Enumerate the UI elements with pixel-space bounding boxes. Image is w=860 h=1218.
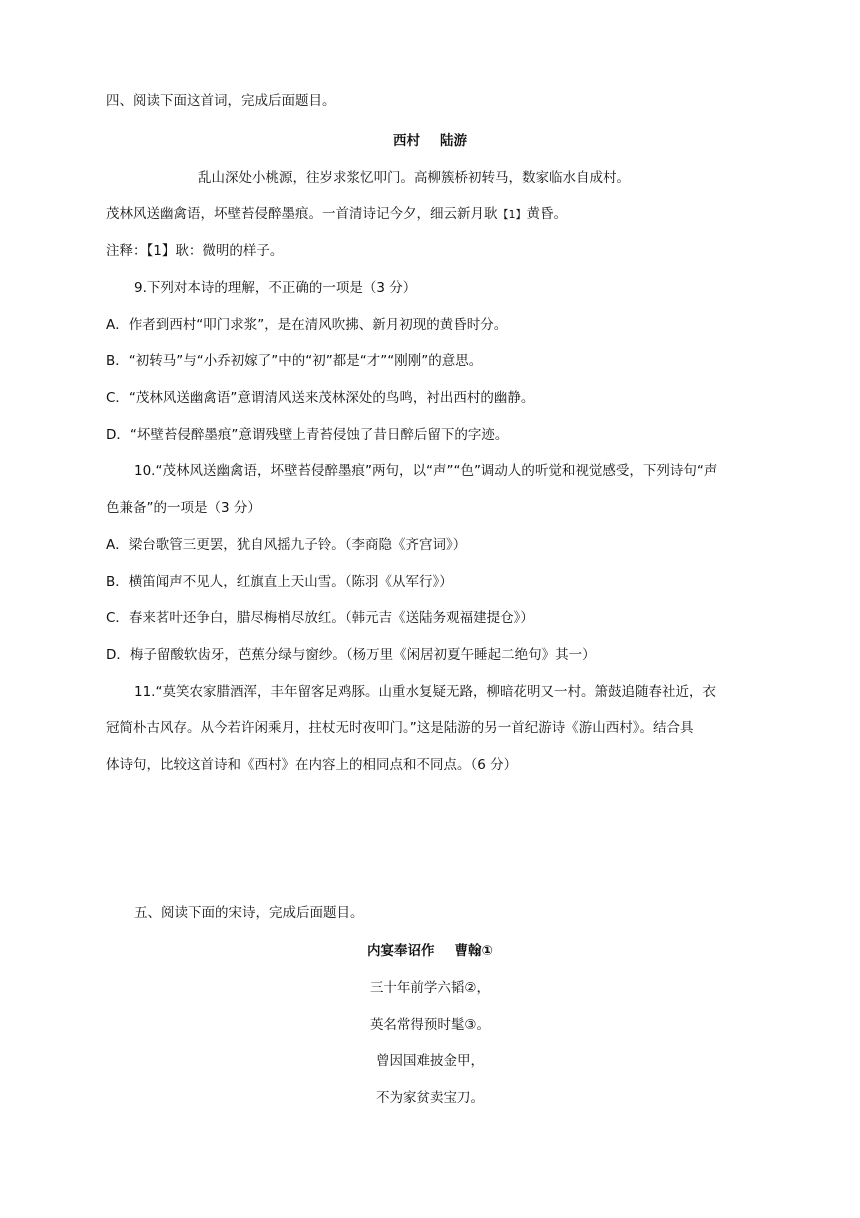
poem-title-line bbox=[0, 131, 860, 151]
poem-line bbox=[106, 204, 567, 225]
poem-line: 不为家贫卖宝刀。 bbox=[376, 1090, 484, 1106]
option-a: A．作者到西村“叩门求浆”，是在清风吹拂、新月初现的黄昏时分。 bbox=[106, 317, 508, 333]
question-stem: 冠简朴古风存。从今若许闲乘月，拄杖无时夜叩门。”这是陆游的另一首纪游诗《游山西村》。结合具 bbox=[106, 720, 694, 736]
option-c: C．“茂林风送幽禽语”意谓清风送来茂林深处的鸟鸣，衬出西村的幽静。 bbox=[106, 390, 535, 406]
poem-line: 英名常得预时髦③。 bbox=[369, 1017, 491, 1033]
poem-title: 西村 bbox=[393, 133, 420, 149]
poem-author: 曹翰① bbox=[454, 943, 493, 959]
question-stem: 体诗句，比较这首诗和《西村》在内容上的相同点和不同点。（6 分） bbox=[106, 757, 518, 773]
poem-line: 乱山深处小桃源，往岁求浆忆叩门。高柳簇桥初转马，数家临水自成村。 bbox=[198, 170, 630, 186]
poem-line: 三十年前学六韬②， bbox=[369, 980, 491, 996]
poem-text: 茂林风送幽禽语，坏壁苔侵醉墨痕。一首清诗记今夕，细云新月耿 bbox=[106, 206, 498, 222]
poem-text: 黄昏。 bbox=[526, 206, 567, 222]
question-stem: 9.下列对本诗的理解，不正确的一项是（3 分） bbox=[134, 280, 417, 296]
poem-line: 曾因国难披金甲， bbox=[376, 1053, 484, 1069]
poem-title-line bbox=[0, 941, 860, 961]
section-heading: 四、阅读下面这首词，完成后面题目。 bbox=[106, 93, 336, 109]
section-heading: 五、阅读下面的宋诗，完成后面题目。 bbox=[134, 905, 364, 921]
option-b: B．横笛闻声不见人，红旗直上天山雪。（陈羽《从军行》） bbox=[106, 574, 453, 590]
option-a: A．梁台歌管三更罢，犹自风摇九子铃。（李商隐《齐宫词》） bbox=[106, 537, 467, 553]
footnote-marker: 【1】 bbox=[497, 208, 527, 221]
poem-title: 内宴奉诏作 bbox=[367, 943, 435, 959]
option-b: B．“初转马”与“小乔初嫁了”中的“初”都是“才”“刚刚”的意思。 bbox=[106, 353, 483, 369]
question-stem: 色兼备”的一项是（3 分） bbox=[106, 500, 261, 516]
question-stem: 10.“茂林风送幽禽语，坏壁苔侵醉墨痕”两句，以“声”“色”调动人的听觉和视觉感受，下列诗句“声 bbox=[134, 463, 718, 479]
question-stem: 11.“莫笑农家腊酒浑，丰年留客足鸡豚。山重水复疑无路，柳暗花明又一村。箫鼓追随春社近，衣 bbox=[134, 684, 716, 700]
poem-author: 陆游 bbox=[440, 133, 467, 149]
option-c: C．春来茗叶还争白，腊尽梅梢尽放红。（韩元吉《送陆务观福建提仓》） bbox=[106, 610, 534, 626]
annotation-note: 注释：【1】耿：微明的样子。 bbox=[106, 243, 284, 259]
option-d: D．“坏壁苔侵醉墨痕”意谓残壁上青苔侵蚀了昔日醉后留下的字迹。 bbox=[106, 427, 509, 443]
option-d: D．梅子留酸软齿牙，芭蕉分绿与窗纱。（杨万里《闲居初夏午睡起二绝句》其一） bbox=[106, 647, 596, 663]
